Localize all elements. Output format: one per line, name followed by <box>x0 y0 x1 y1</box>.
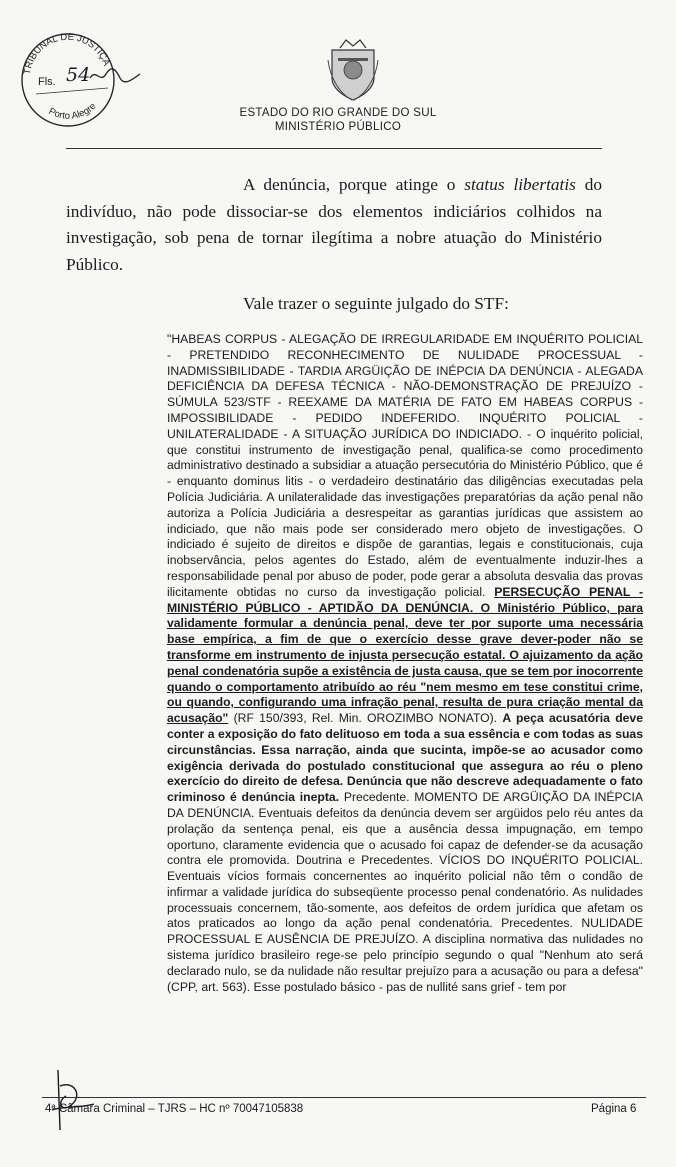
stamp-handwritten-number: 54 <box>66 64 91 86</box>
stamp-arc-text: TRIBUNAL DE JUSTIÇA <box>21 31 112 76</box>
quoted-judgment <box>167 332 643 995</box>
quote-bold-underlined: PERSECUÇÃO PENAL - MINISTÉRIO PÚBLICO - APTIDÃO DA DENÚNCIA. O Ministério Público, para validamente formular a denúncia penal, deve ter por suporte uma necessária base empírica, a fim de que o exercício desse grave dever-poder não se transforme em instrumento de injusta persecução estatal. O ajuizamento da ação penal condenatória supõe a existência de justa causa, que se tem por inocorrente quando o comportamento atribuído ao réu "nem mesmo em tese constitui crime, ou quando, configurando uma infração penal, resulta de pura criação mental da acusação" <box>167 584 643 726</box>
signature-mark <box>44 1066 114 1136</box>
stamp-rubric-icon <box>88 66 148 86</box>
quote-remainder: Precedente. MOMENTO DE ARGÜIÇÃO DA INÉPCIA DA DENÚNCIA. Eventuais defeitos da denúncia devem ser argüidos pelo réu antes da prolação da sentença penal, eis que a ausência dessa impugnação, em tempo oportuno, claramente evidencia que o acusado foi capaz de defender-se da acusação contra ele promovida. Doutrina e Precedentes. VÍCIOS DO INQUÉRITO POLICIAL. Eventuais vícios formais concernentes ao inquérito policial não têm o condão de infirmar a validade jurídica do subseqüente processo penal condenatório. As nulidades processuais concernem, tão-somente, aos defeitos de ordem jurídica que afetam os atos praticados ao longo da ação penal condenatória. Precedentes. NULIDADE PROCESSUAL E AUSÊNCIA DE PREJUÍZO. A disciplina normativa das nulidades no sistema jurídico brasileiro rege-se pelo princípio segundo o qual "Nenhum ato será declarado nulo, se da nulidade não resultar prejuízo para a acusação ou para a defesa" (CPP, art. 563). Esse postulado básico - pas de nullité sans grief - tem por <box>167 790 644 994</box>
letterhead <box>0 106 676 134</box>
header-organ: MINISTÉRIO PÚBLICO <box>274 121 402 133</box>
header-state: ESTADO DO RIO GRANDE DO SUL <box>239 107 437 119</box>
header-divider <box>66 148 602 149</box>
quote-citation: (RF 150/393, Rel. Min. OROZIMBO NONATO). <box>228 711 503 726</box>
state-crest-icon <box>326 38 380 104</box>
body-paragraph-2: Vale trazer o seguinte julgado do STF: <box>243 294 509 313</box>
footer-divider <box>42 1097 646 1098</box>
body-paragraph-1-start: A denúncia, porque atinge o <box>243 175 465 194</box>
quote-headnote: "HABEAS CORPUS - ALEGAÇÃO DE IRREGULARIDADE EM INQUÉRITO POLICIAL - PRETENDIDO RECONHECIMENTO DE NULIDADE PROCESSUAL - INADMISSIBILIDADE - TARDIA ARGÜIÇÃO DE INÉPCIA DA DENÚNCIA - ALEGADA DEFICIÊNCIA DA DEFESA TÉCNICA - NÃO-DEMONSTRAÇÃO DE PREJUÍZO - SÚMULA 523/STF - REEXAME DA MATÉRIA DE FATO EM HABEAS CORPUS - IMPOSSIBILIDADE - PEDIDO INDEFERIDO. INQUÉRITO POLICIAL - UNILATERALIDADE - A SITUAÇÃO JURÍDICA DO INDICIADO. - O inquérito policial, que constitui instrumento de investigação penal, qualifica-se como procedimento administrativo destinado a subsidiar a atuação persecutória do Ministério Público, que é - enquanto dominus litis - o verdadeiro destinatário das diligências executadas pela Polícia Judiciária. A unilateralidade das investigações preparatórias da ação penal não autoriza a Polícia Judiciária a desrespeitar as garantias jurídicas que assistem ao indiciado, que não mais pode ser considerado mero objeto de investigações. O indiciado é sujeito de direitos e dispõe de garantias, legais e constitucionais, cuja inobservância, pelos agentes do Estado, além de eventualmente induzir-lhes a responsabilidade penal por abuso de poder, pode gerar a absoluta desvalia das provas ilicitamente obtidas no curso da investigação policial. <box>167 332 643 599</box>
quote-bold: A peça acusatória deve conter a exposição do fato delituoso em toda a sua essência e com todas as suas circunstâncias. Essa narração, ainda que sucinta, impõe-se ao acusador como exigência derivada do postulado constitucional que assegura ao réu o pleno exercício do direito de defesa. Denúncia que não descreve adequadamente o fato criminoso é denúncia inepta. <box>167 711 643 805</box>
stamp-city: Porto Alegre <box>46 100 99 122</box>
footer-case-number: 4ª Câmara Criminal – TJRS – HC nº 70047105838 <box>45 1103 304 1115</box>
footer-page-number: Página 6 <box>591 1103 637 1115</box>
body-paragraph-1 <box>66 172 602 278</box>
body-paragraph-1-end: do indivíduo, não pode dissociar-se dos elementos indiciários colhidos na investigação, sob pena de tornar ilegítima a nobre atuação do Ministério Público. <box>66 175 602 274</box>
body-paragraph-1-italic: status libertatis <box>464 175 576 194</box>
stamp-fls-label: Fls. <box>38 76 56 88</box>
